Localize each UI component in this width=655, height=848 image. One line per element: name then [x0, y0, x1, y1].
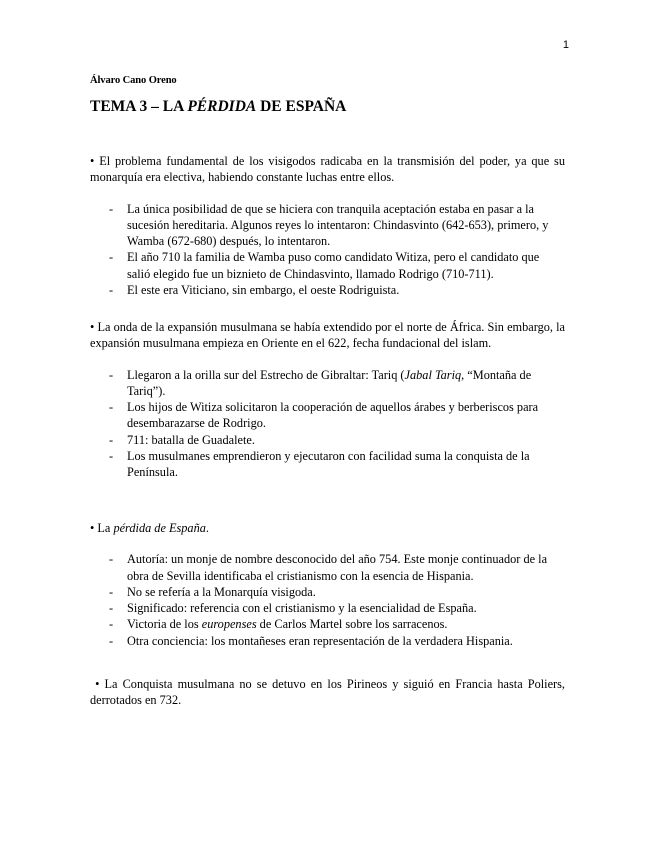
list-item-text: El año 710 la familia de Wamba puso como candidato Witiza, pero el candidato que salió elegido fue un biznieto de Chindasvinto, llamado Rodrigo (710-711).	[127, 250, 540, 281]
list-item-italic: europenses	[201, 617, 257, 632]
list-item-text: Llegaron a la orilla sur del Estrecho de Gibraltar: Tariq (	[127, 367, 405, 382]
list-item	[90, 201, 565, 250]
document-title	[90, 98, 346, 116]
list-item-text: Victoria de los	[127, 617, 202, 632]
dash-marker: -	[109, 449, 114, 464]
title-suffix: DE ESPAÑA	[256, 98, 347, 115]
list-item-text: Los musulmanes emprendieron y ejecutaron con facilidad suma la conquista de la Península.	[127, 449, 530, 480]
section-expansion	[90, 319, 565, 481]
dash-marker: -	[109, 400, 114, 415]
dash-marker: -	[109, 552, 114, 567]
dash-marker: -	[109, 367, 114, 382]
list-item-text: Los hijos de Witiza solicitaron la cooperación de aquellos árabes y berberiscos para desembarazarse de Rodrigo.	[127, 400, 539, 431]
dash-list	[90, 367, 565, 481]
intro-text: La	[97, 521, 114, 535]
list-item	[90, 448, 565, 481]
intro-text: La onda de la expansión musulmana se había extendido por el norte de África. Sin embargo, la expansión musulmana empieza en Oriente en el 622, fecha fundacional del islam.	[90, 320, 565, 351]
list-item-text: de Carlos Martel sobre los sarracenos.	[256, 617, 448, 632]
section-intro	[90, 153, 565, 186]
bullet: •	[95, 677, 100, 691]
list-item	[90, 399, 565, 432]
list-item-text: , “Montaña de Tariq”).	[127, 367, 532, 398]
list-item-italic: Jabal Tariq	[404, 367, 462, 382]
list-item	[90, 249, 565, 282]
intro-text: La Conquista musulmana no se detuvo en los Pirineos y siguió en Francia hasta Poliers, derrotados en 732.	[90, 677, 565, 708]
dash-marker: -	[109, 601, 114, 616]
list-item-text: La única posibilidad de que se hiciera con tranquila aceptación estaba en pasar a la sucesión hereditaria. Algunos reyes lo intentaron: Chindasvinto (642-653), primero, y Wamba (672-680) después, lo intentaron.	[127, 201, 549, 249]
dash-marker: -	[109, 584, 114, 599]
dash-marker: -	[109, 633, 114, 648]
page-number: 1	[562, 39, 569, 51]
section-perdida	[90, 520, 565, 649]
section-intro	[90, 520, 565, 536]
list-item	[90, 633, 565, 649]
dash-marker: -	[109, 617, 114, 632]
list-item-text: Significado: referencia con el cristianismo y la esencialidad de España.	[127, 601, 477, 616]
intro-text: .	[205, 521, 209, 535]
list-item-text: 711: batalla de Guadalete.	[127, 432, 255, 447]
list-item	[90, 584, 565, 600]
dash-list	[90, 551, 565, 649]
dash-marker: -	[109, 201, 114, 216]
intro-italic: pérdida de España	[113, 521, 206, 535]
list-item-text: Autoría: un monje de nombre desconocido del año 754. Este monje continuador de la obra de Sevilla identificaba el cristianismo con la esencia de Hispania.	[127, 552, 548, 583]
dash-marker: -	[109, 283, 114, 298]
list-item	[90, 432, 565, 448]
bullet: •	[90, 521, 95, 535]
title-prefix: TEMA 3 – LA	[90, 98, 188, 115]
author-name: Álvaro Cano Oreno	[90, 75, 177, 86]
intro-text: El problema fundamental de los visigodos radicaba en la transmisión del poder, ya que su monarquía era electiva, habiendo constante luchas entre ellos.	[90, 154, 565, 185]
list-item	[90, 551, 565, 584]
dash-marker: -	[109, 432, 114, 447]
dash-marker: -	[109, 250, 114, 265]
dash-list	[90, 201, 565, 299]
section-intro	[90, 676, 565, 709]
section-intro	[90, 319, 565, 352]
bullet: •	[90, 320, 95, 334]
list-item	[90, 600, 565, 616]
list-item	[90, 282, 565, 298]
list-item-text: Otra conciencia: los montañeses eran representación de la verdadera Hispania.	[127, 633, 513, 648]
title-emphasis: PÉRDIDA	[187, 98, 257, 115]
list-item-text: No se refería a la Monarquía visigoda.	[127, 584, 316, 599]
list-item	[90, 616, 565, 632]
bullet: •	[90, 154, 95, 168]
list-item-text: El este era Viticiano, sin embargo, el oeste Rodriguista.	[127, 283, 400, 298]
section-succession	[90, 153, 565, 298]
section-conquest-france	[90, 676, 565, 709]
list-item	[90, 367, 565, 400]
